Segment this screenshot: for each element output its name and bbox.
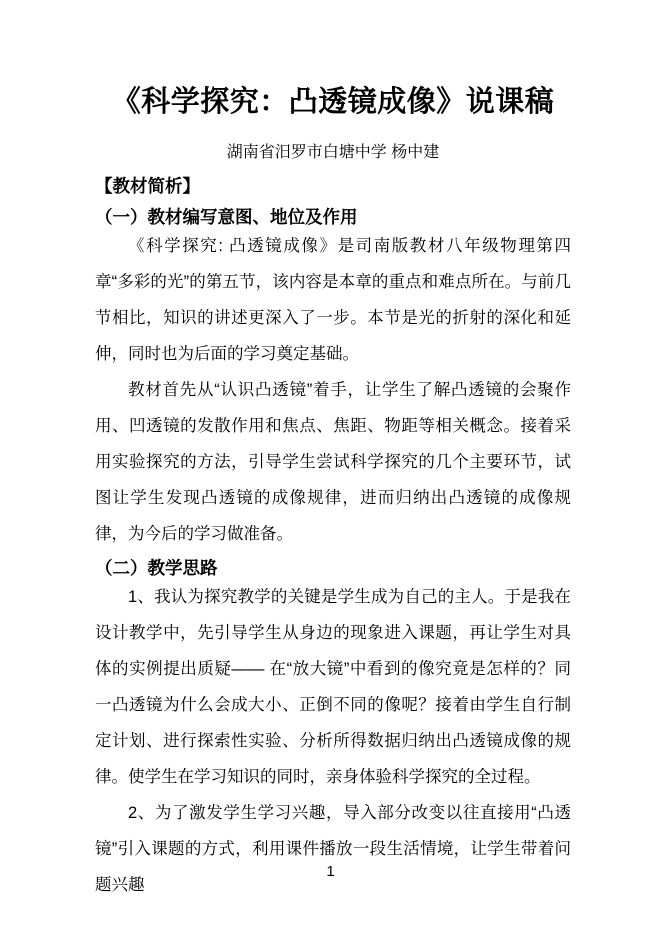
document-title: 《科学探究：凸透镜成像》说课稿 <box>111 86 555 118</box>
paragraph-intent-2: 教材首先从“认识凸透镜”着手，让学生了解凸透镜的会聚作用、凹透镜的发散作用和焦点、焦距、物距等相关概念。接着采用实验探究的方法，引导学生尝试科学探究的几个主要环节，试图让学生发现凸透镜的成像规律，进而归纳出凸透镜的成像规律，为今后的学习做准备。 <box>95 381 571 543</box>
subsection-heading-1: （一）教材编写意图、地位及作用 <box>95 207 358 227</box>
author-line: 湖南省汨罗市白塘中学 杨中建 <box>226 144 440 161</box>
section-heading-material-analysis: 【教材简析】 <box>95 176 200 196</box>
subsection-heading-2: （二）教学思路 <box>95 558 218 578</box>
paragraph-teaching-idea-2: 2、为了激发学生学习兴趣，导入部分改变以往直接用“凸透镜”引入课题的方式，利用课件播放一段生活情境，让学生带着问题兴趣 <box>95 804 571 894</box>
document-content <box>95 0 571 903</box>
page-number: 1 <box>326 863 335 880</box>
paragraph-intent-1: 《科学探究: 凸透镜成像》是司南版教材八年级物理第四章“多彩的光”的第五节，该内容是本章的重点和难点所在。与前几节相比，知识的讲述更深入了一步。本节是光的折射的深化和延伸，同时也为后面的学习奠定基础。 <box>95 237 571 363</box>
paragraph-teaching-idea-1: 1、我认为探究教学的关键是学生成为自己的主人。于是我在设计教学中，先引导学生从身边的现象进入课题，再让学生对具体的实例提出质疑—— 在“放大镜”中看到的像究竟是怎样的？同一凸透镜为什么会成大小、正倒不同的像呢？接着由学生自行制定计划、进行探索性实验、分析所得数据归纳出凸透镜成像的规律。使学生在学习知识的同时，亲身体验科学探究的全过程。 <box>95 588 571 786</box>
